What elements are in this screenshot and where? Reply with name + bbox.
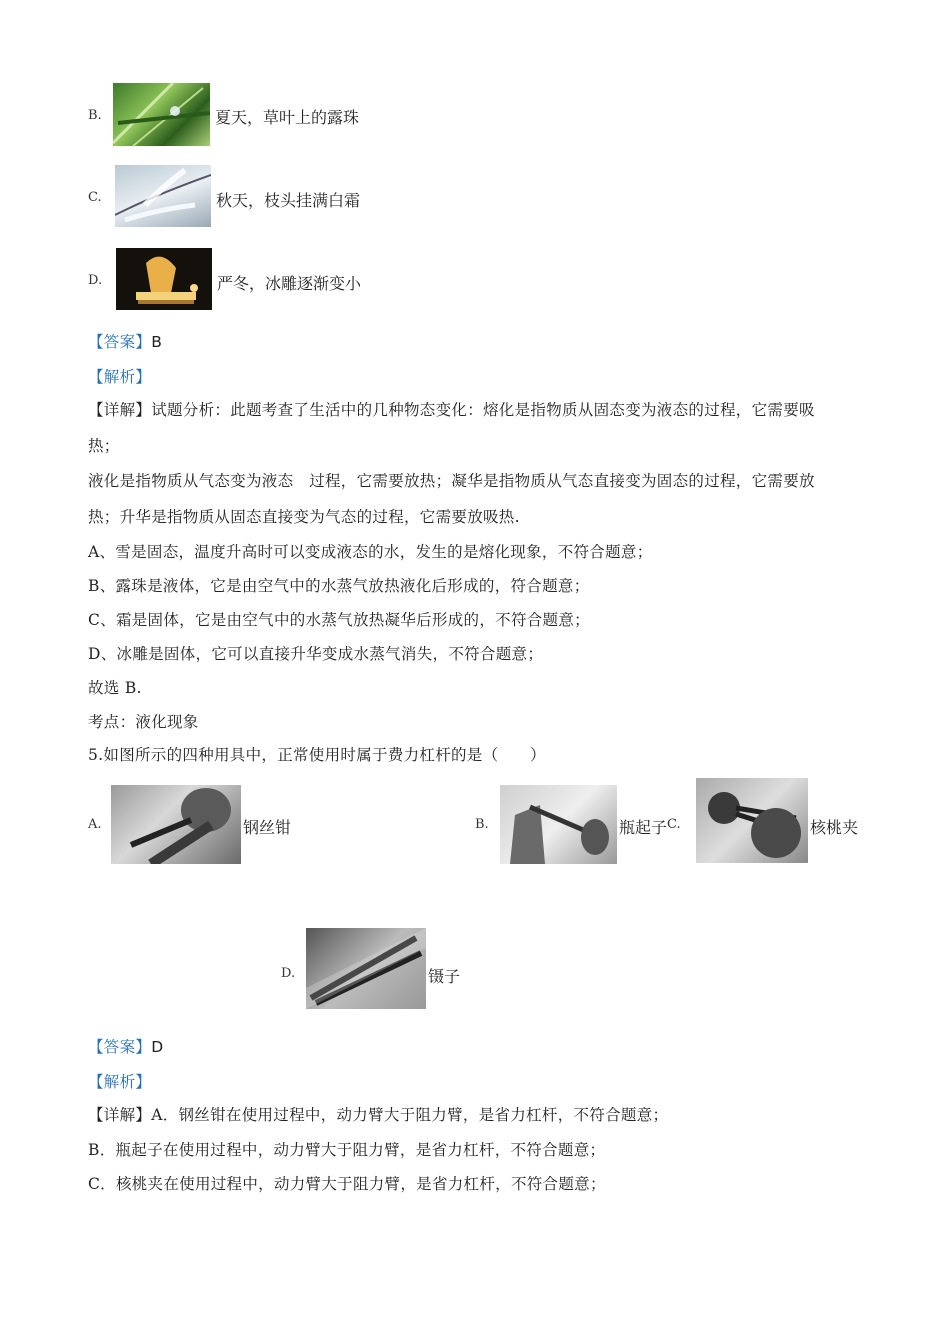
nutcracker-image (696, 778, 808, 863)
analysis-tag: 【解析】 (88, 368, 152, 386)
q5-option-d-letter: D. (281, 966, 296, 981)
detail-option-d: D、冰雕是固体，它可以直接升华变成水蒸气消失，不符合题意； (88, 645, 544, 663)
question-5-stem: 5.如图所示的四种用具中，正常使用时属于费力杠杆的是（ ） (88, 746, 546, 764)
q5-detail-a: A．钢丝钳在使用过程中，动力臂大于阻力臂，是省力杠杆，不符合题意； (151, 1106, 669, 1124)
q5-option-c-text: 核桃夹 (810, 818, 859, 837)
detail-point: 考点：液化现象 (88, 713, 199, 731)
dew-grass-image (113, 83, 210, 146)
detail-tag: 【详解】 (88, 401, 152, 419)
frost-branch-image (115, 165, 211, 227)
option-c-text: 秋天，枝头挂满白霜 (216, 191, 361, 210)
q5-option-a-letter: A. (88, 817, 102, 832)
q5-analysis-tag: 【解析】 (88, 1073, 152, 1091)
q5-detail-c: C．核桃夹在使用过程中，动力臂大于阻力臂，是省力杠杆，不符合题意； (88, 1175, 606, 1193)
answer-value: B (151, 333, 163, 351)
q5-answer-tag: 【答案】 (88, 1038, 152, 1056)
tweezers-image (306, 928, 426, 1009)
q5-option-b-letter: B. (475, 817, 489, 832)
detail-line-3: 液化是指物质从气态变为液态 过程，它需要放热；凝华是指物质从气态直接变为固态的过程，它需要放 (88, 472, 815, 490)
detail-line-1 (88, 398, 815, 420)
pliers-image (111, 785, 241, 864)
option-b-letter: B. (88, 108, 102, 123)
q5-detail-line-a (88, 1103, 668, 1125)
option-c-letter: C. (88, 190, 102, 205)
detail-option-c: C、霜是固体，它是由空气中的水蒸气放热凝华后形成的，不符合题意； (88, 611, 590, 629)
q5-detail-tag: 【详解】 (88, 1106, 152, 1124)
detail-line-4: 热；升华是指物质从固态直接变为气态的过程，它需要放吸热. (88, 508, 520, 526)
q5-detail-b: B．瓶起子在使用过程中，动力臂大于阻力臂，是省力杠杆，不符合题意； (88, 1141, 606, 1159)
option-d-text: 严冬，冰雕逐渐变小 (217, 274, 362, 293)
answer-tag: 【答案】 (88, 333, 152, 351)
q4-answer-line (88, 330, 162, 352)
detail-option-b: B、露珠是液体，它是由空气中的水蒸气放热液化后形成的，符合题意； (88, 577, 590, 595)
detail-conclusion: 故选 B. (88, 679, 142, 697)
option-d-letter: D. (88, 273, 103, 288)
q5-option-d-text: 镊子 (428, 967, 461, 986)
bottle-opener-image (500, 785, 617, 864)
option-b-text: 夏天，草叶上的露珠 (215, 108, 360, 127)
detail-text-1: 试题分析：此题考查了生活中的几种物态变化：熔化是指物质从固态变为液态的过程，它需要吸 (151, 401, 815, 419)
q5-option-b-text: 瓶起子 (619, 818, 668, 837)
q5-option-a-text: 钢丝钳 (243, 818, 292, 837)
q5-answer-value: D (151, 1038, 164, 1056)
q5-answer-line (88, 1035, 163, 1057)
q5-option-c-letter: C. (667, 817, 681, 832)
detail-option-a: A、雪是固态，温度升高时可以变成液态的水，发生的是熔化现象，不符合题意； (88, 543, 653, 561)
ice-sculpture-image (116, 248, 212, 310)
detail-line-2: 热； (88, 437, 120, 455)
